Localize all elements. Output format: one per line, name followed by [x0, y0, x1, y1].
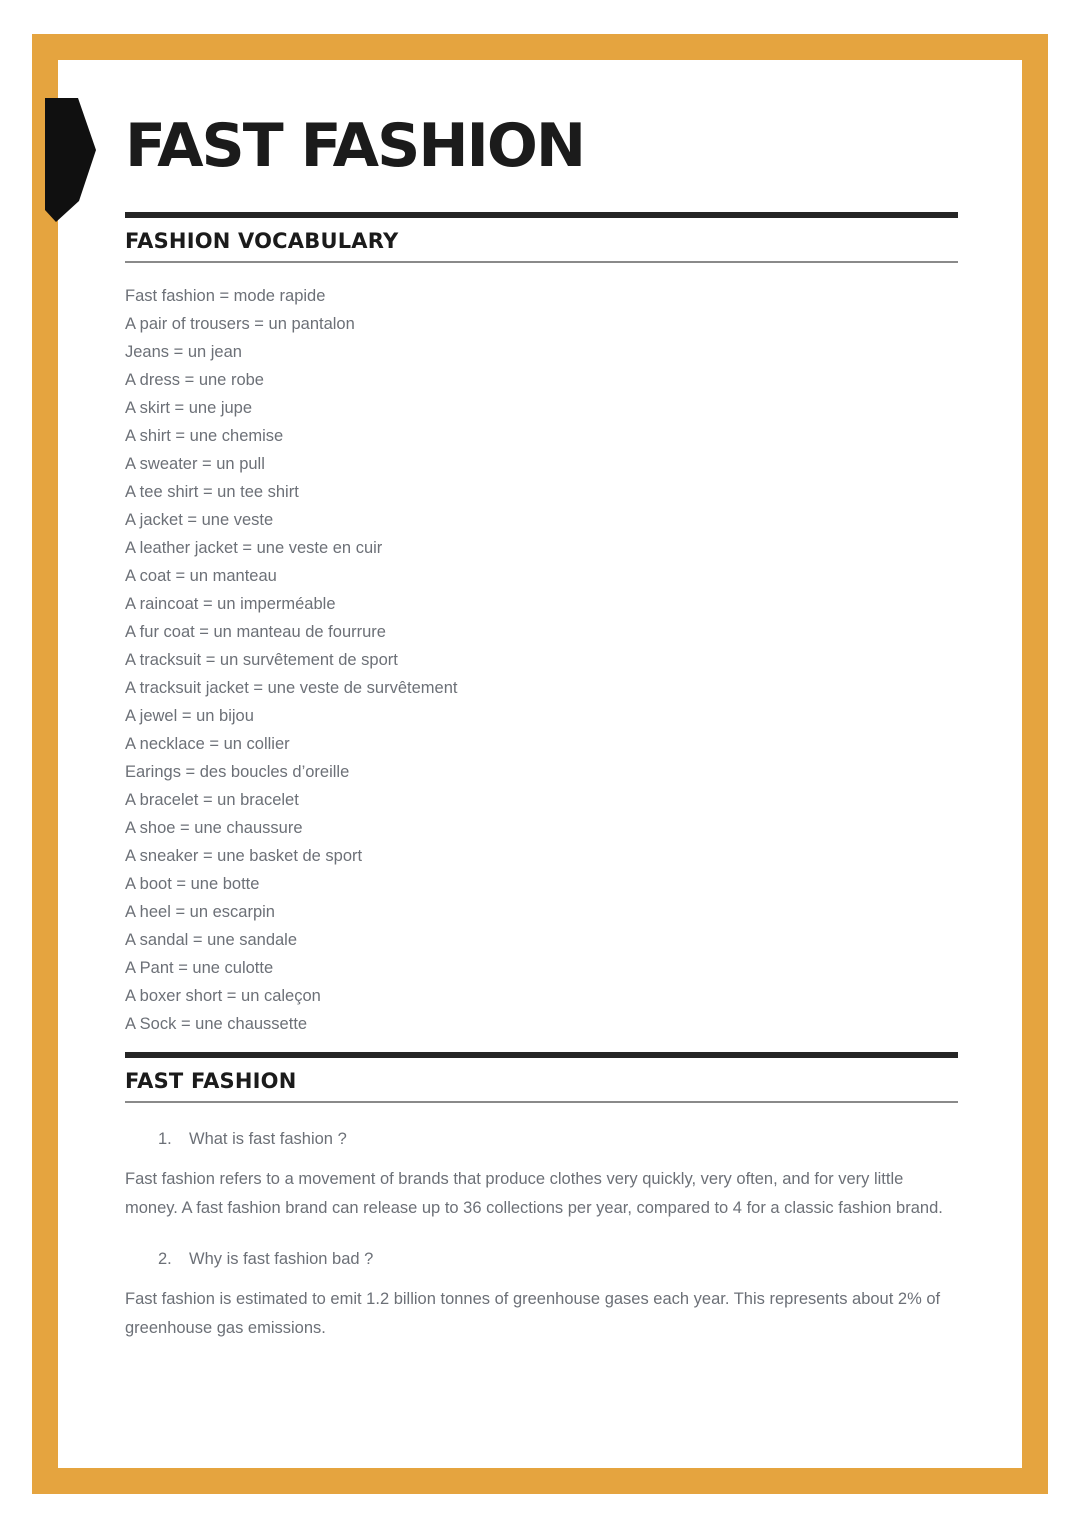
fast-fashion-section-heading: FAST FASHION	[125, 1069, 297, 1093]
vocab-item: A boot = une botte	[125, 875, 260, 893]
vocab-item: A Sock = une chaussette	[125, 1015, 308, 1033]
vocab-item: A tee shirt = un tee shirt	[125, 483, 299, 501]
question-number: 2.	[158, 1250, 172, 1268]
vocab-item: A jewel = un bijou	[125, 707, 254, 725]
vocab-item: A dress = une robe	[125, 371, 264, 389]
vocab-item: A fur coat = un manteau de fourrure	[125, 623, 386, 641]
vocab-item: A jacket = une veste	[125, 511, 274, 529]
vocab-item: A pair of trousers = un pantalon	[125, 315, 355, 333]
question-text: Why is fast fashion bad ?	[189, 1250, 374, 1268]
divider-thick-bottom	[125, 1052, 958, 1058]
question-line	[158, 1245, 958, 1273]
vocab-item: A Pant = une culotte	[125, 959, 274, 977]
page-title: FAST FASHION	[125, 111, 585, 181]
vocabulary-list	[125, 282, 958, 1038]
vocab-item: A skirt = une jupe	[125, 399, 253, 417]
vocab-item: A raincoat = un imperméable	[125, 595, 336, 613]
questions-area	[125, 1125, 958, 1343]
vocab-item: A sweater = un pull	[125, 455, 265, 473]
question-number: 1.	[158, 1130, 172, 1148]
question-text: What is fast fashion ?	[189, 1130, 347, 1148]
vocab-item: A heel = un escarpin	[125, 903, 275, 921]
answer-paragraph: Fast fashion refers to a movement of brands that produce clothes very quickly, very often, and for very little money. A fast fashion brand can release up to 36 collections per year, compared to 4 for a classic fashion brand.	[125, 1170, 943, 1217]
vocab-item: A shoe = une chaussure	[125, 819, 303, 837]
vocab-item: A coat = un manteau	[125, 567, 277, 585]
vocab-item: Fast fashion = mode rapide	[125, 287, 326, 305]
vocab-item: A necklace = un collier	[125, 735, 290, 753]
question-line	[158, 1125, 958, 1153]
vocab-item: A shirt = une chemise	[125, 427, 284, 445]
vocab-item: A sandal = une sandale	[125, 931, 298, 949]
divider-thin-top	[125, 261, 958, 263]
vocab-item: A tracksuit jacket = une veste de survêtement	[125, 679, 458, 697]
vocabulary-section-heading: FASHION VOCABULARY	[125, 229, 399, 253]
vocab-item: A bracelet = un bracelet	[125, 791, 299, 809]
vocab-item: Earings = des boucles d’oreille	[125, 763, 350, 781]
vocab-item: A tracksuit = un survêtement de sport	[125, 651, 398, 669]
vocab-item: A leather jacket = une veste en cuir	[125, 539, 383, 557]
answer-paragraph: Fast fashion is estimated to emit 1.2 billion tonnes of greenhouse gases each year. This represents about 2% of greenhouse gas emissions.	[125, 1290, 941, 1337]
vocab-item: A sneaker = une basket de sport	[125, 847, 363, 865]
content-area	[125, 0, 958, 1343]
vocab-item: Jeans = un jean	[125, 343, 242, 361]
vocab-item: A boxer short = un caleçon	[125, 987, 321, 1005]
divider-thin-bottom	[125, 1101, 958, 1103]
bookmark-ribbon-icon	[40, 95, 100, 225]
divider-thick-top	[125, 212, 958, 218]
